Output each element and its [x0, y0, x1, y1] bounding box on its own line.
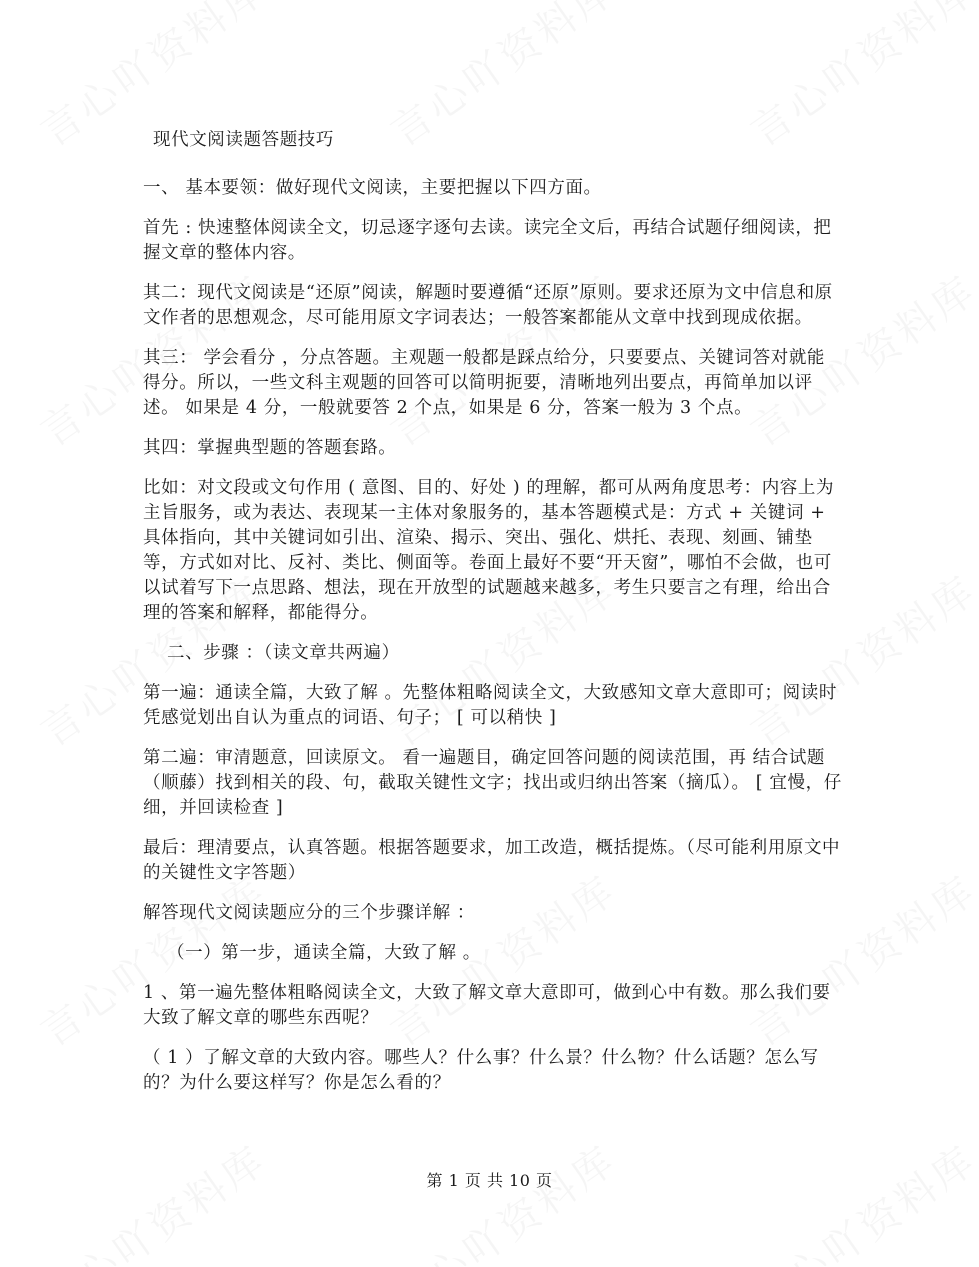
paragraph-item-1-1: （ 1 ）了解文章的大致内容。哪些人？什么事？什么景？什么物？什么话题？怎么写的？为什么要这样写？你是怎么看的？	[143, 1048, 819, 1093]
paragraph-fourth: 其四：掌握典型题的答题套路。	[143, 438, 397, 458]
paragraph-first: 首先 : 快速整体阅读全文，切忌逐字逐句去读。读完全文后，再结合试题仔细阅读，把握文章的整体内容。	[143, 218, 832, 263]
watermark	[28, 1129, 277, 1267]
paragraph-third: 其三： 学会看分 ，分点答题。主观题一般都是踩点给分，只要要点、关键词答对就能得分。所以，一些文科主观题的回答可以简明扼要，清晰地列出要点，再简单加以评述。 如果是 4 分，一般就要答 2 个点，如果是 6 分，答案一般为 3 个点。	[143, 348, 826, 418]
page-number-footer: 第 1 页 共 10 页	[426, 1171, 553, 1190]
paragraph-example: 比如：对文段或文句作用 ( 意图、目的、好处 ) 的理解，都可从两角度思考：内容上为主旨服务，或为表达、表现某一主体对象服务的，基本答题模式是：方式 + 关键词 + 具体指向，其中关键词如引出、渲染、揭示、突出、强化、烘托、表现、刻画、铺垫等，方式如对比、反衬、类比、侧面等。卷面上最好不要“开天窗”，哪怕不会做，也可以试着写下一点思路、想法，现在开放型的试题越来越多，考生只要言之有理，给出合理的答案和解释，都能得分。	[143, 478, 835, 623]
paragraph-final: 最后：理清要点，认真答题。根据答题要求，加工改造，概括提炼。（尽可能利用原文中的关键性文字答题）	[143, 838, 841, 883]
paragraph-three-steps: 解答现代文阅读题应分的三个步骤详解 ：	[143, 903, 475, 923]
paragraph-second: 其二：现代文阅读是“还原”阅读，解题时要遵循“还原”原则。要求还原为文中信息和原文作者的思想观念，尽可能用原文字词表达；一般答案都能从文章中找到现成依据。	[143, 283, 833, 328]
watermark	[378, 1129, 627, 1267]
paragraph-first-pass: 第一遍：通读全篇，大致了解 。先整体粗略阅读全文，大致感知文章大意即可；阅读时凭感觉划出自认为重点的词语、句子； [ 可以稍快 ]	[143, 683, 837, 728]
subheading-step-one: （一）第一步，通读全篇，大致了解 。	[167, 943, 481, 963]
paragraph-second-pass: 第二遍：审清题意，回读原文。 看一遍题目，确定回答问题的阅读范围，再 结合试题 （顺藤）找到相关的段、句，截取关键性文字；找出或归纳出答案（摘瓜）。 [ 宜慢，仔细，并回读检查 ]	[143, 748, 842, 818]
section-heading-steps: 二、步骤 ：（读文章共两遍）	[167, 643, 400, 663]
watermark	[738, 1129, 979, 1267]
document-page	[143, 128, 843, 1111]
paragraph-item-1: 1 、第一遍先整体粗略阅读全文，大致了解文章大意即可，做到心中有数。那么我们要大致了解文章的哪些东西呢？	[143, 983, 831, 1028]
section-heading-basics: 一、 基本要领：做好现代文阅读，主要把握以下四方面。	[143, 178, 602, 198]
document-title: 现代文阅读题答题技巧	[153, 130, 334, 150]
